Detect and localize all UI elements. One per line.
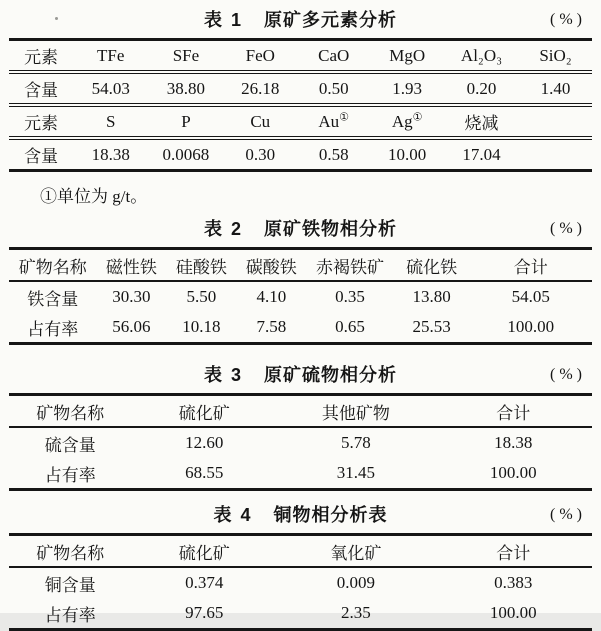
- table2-caption-title: 原矿铁物相分析: [264, 219, 398, 239]
- table-cell: 0.50: [297, 72, 370, 105]
- table-cell: 26.18: [224, 72, 297, 105]
- table2-caption-label: 表 2: [203, 219, 243, 239]
- table-cell: 5.50: [186, 287, 217, 306]
- table2-unit-label: (%): [550, 220, 586, 237]
- table-cell: 5.78: [341, 433, 371, 452]
- table-cell: 7.58: [256, 317, 287, 336]
- table2-caption: [9, 217, 592, 241]
- column-header-cell: 硫化铁: [394, 249, 470, 282]
- table-cell: 31.45: [336, 463, 375, 482]
- row-label-cell: 含量: [24, 147, 59, 166]
- row-label-cell: 铁含量: [27, 289, 79, 309]
- table-row: [9, 535, 592, 568]
- row-label-cell: 含量: [9, 72, 73, 105]
- column-header-cell: S: [73, 105, 148, 138]
- table-cell: 0.65: [335, 317, 365, 336]
- element-symbol: Ag: [391, 111, 413, 131]
- table4-caption-title: 铜物相分析表: [273, 505, 388, 525]
- table3-caption-label: 表 3: [203, 365, 243, 385]
- table-cell: 10.00: [388, 144, 427, 164]
- table-row: [9, 249, 592, 282]
- table-cell: 54.05: [511, 287, 550, 306]
- column-header-cell: 赤褐铁矿: [306, 249, 393, 282]
- table1-caption-label: 表 1: [203, 10, 243, 30]
- column-header-cell: FeO: [224, 40, 297, 73]
- column-header-cell: [370, 105, 443, 138]
- table-cell: 25.53: [412, 317, 451, 336]
- table-row: [9, 567, 592, 598]
- table-cell: 10.18: [182, 317, 221, 336]
- table-cell: 18.38: [494, 433, 533, 452]
- spacer: [9, 345, 592, 363]
- table4-caption-label: 表 4: [213, 505, 253, 525]
- column-header-cell: MgO: [370, 40, 443, 73]
- row-label-cell: 占有率: [44, 465, 96, 485]
- table-cell: 0.383: [494, 573, 533, 592]
- table1-footnote: ①单位为 g/t。: [40, 187, 148, 206]
- column-header-cell: 硫化矿: [131, 395, 277, 428]
- column-header-cell: Al₂O₃: [444, 40, 519, 73]
- column-header-cell: 合计: [435, 535, 592, 568]
- table-cell: 0.20: [444, 72, 519, 105]
- table-cell: 0.58: [318, 144, 349, 164]
- table-cell: 2.35: [341, 603, 371, 622]
- table-row: [9, 72, 592, 105]
- table-cell: 0.374: [185, 573, 224, 592]
- table-cell: 97.65: [185, 603, 224, 622]
- table-cell: 38.80: [148, 72, 223, 105]
- table-cell: 100.00: [507, 317, 555, 336]
- table4-unit-label: (%): [550, 506, 586, 523]
- column-header-cell: SFe: [148, 40, 223, 73]
- table-cell: 17.04: [462, 144, 501, 164]
- column-header-cell: 其他矿物: [277, 395, 434, 428]
- footnote-marker: ①: [412, 110, 423, 123]
- column-header-cell: 碳酸铁: [236, 249, 306, 282]
- table-cell: 18.38: [91, 144, 130, 164]
- row-label-cell: 占有率: [27, 319, 79, 339]
- table-row: [9, 458, 592, 490]
- table-row: [9, 105, 592, 138]
- table1-caption: [9, 8, 592, 32]
- element-symbol: Au: [318, 111, 340, 131]
- table3-sulfur-phase-analysis: [9, 393, 592, 491]
- column-header-cell: 矿物名称: [9, 535, 131, 568]
- table-cell: 13.80: [412, 287, 451, 306]
- table-row: [9, 598, 592, 630]
- row-label-cell: 元素: [9, 105, 73, 138]
- column-header-cell: CaO: [297, 40, 370, 73]
- row-label-cell: 硫含量: [44, 435, 96, 455]
- table-cell: 4.10: [256, 287, 287, 306]
- table2-iron-phase-analysis: [9, 247, 592, 345]
- table-cell: 0.009: [336, 573, 375, 592]
- table-cell: 54.03: [73, 72, 148, 105]
- table4-copper-phase-analysis: [9, 533, 592, 631]
- column-header-cell: 烧减: [444, 105, 519, 138]
- table3-caption-title: 原矿硫物相分析: [264, 365, 398, 385]
- row-label-cell: 铜含量: [44, 575, 96, 595]
- table4-caption: [9, 503, 592, 527]
- table-row: [9, 138, 592, 171]
- row-label-cell: 元素: [9, 40, 73, 73]
- column-header-cell: 矿物名称: [9, 249, 96, 282]
- column-header-cell: [297, 105, 370, 138]
- table1-unit-label: (%): [550, 11, 586, 28]
- column-header-cell: P: [148, 105, 223, 138]
- table-row: [9, 395, 592, 428]
- column-header-cell: Cu: [224, 105, 297, 138]
- column-header-cell: 氧化矿: [277, 535, 434, 568]
- table-cell-empty: [519, 138, 592, 171]
- table-cell: 1.40: [519, 72, 592, 105]
- column-header-cell: 硫化矿: [131, 535, 277, 568]
- table-cell: 0.35: [335, 287, 365, 306]
- column-header-cell: 磁性铁: [96, 249, 166, 282]
- table-row: [9, 427, 592, 458]
- table-row: [9, 281, 592, 312]
- row-label-cell: 占有率: [44, 605, 96, 625]
- footnote-marker: ①: [339, 110, 350, 123]
- spacer: [9, 491, 592, 503]
- column-header-cell: TFe: [73, 40, 148, 73]
- column-header-cell: 矿物名称: [9, 395, 131, 428]
- table-cell: 68.55: [185, 463, 224, 482]
- table-cell: 1.93: [370, 72, 443, 105]
- table3-caption: [9, 363, 592, 387]
- table-row: [9, 40, 592, 73]
- table1-multi-element-analysis: [9, 38, 592, 172]
- table-cell: 100.00: [489, 603, 537, 622]
- table-row: [9, 312, 592, 344]
- table-cell: 0.0068: [162, 144, 210, 164]
- column-header-cell: 合计: [435, 395, 592, 428]
- table-cell: 100.00: [489, 463, 537, 482]
- table-cell: 12.60: [185, 433, 224, 452]
- column-header-cell: 硅酸铁: [166, 249, 236, 282]
- table-cell: 0.30: [245, 144, 276, 164]
- table-cell: 30.30: [112, 287, 151, 306]
- table1-caption-title: 原矿多元素分析: [264, 10, 398, 30]
- column-header-cell: 合计: [470, 249, 592, 282]
- table-cell: 56.06: [112, 317, 151, 336]
- table3-unit-label: (%): [550, 366, 586, 383]
- column-header-cell: SiO₂: [519, 40, 592, 73]
- table-cell-empty: [519, 105, 592, 138]
